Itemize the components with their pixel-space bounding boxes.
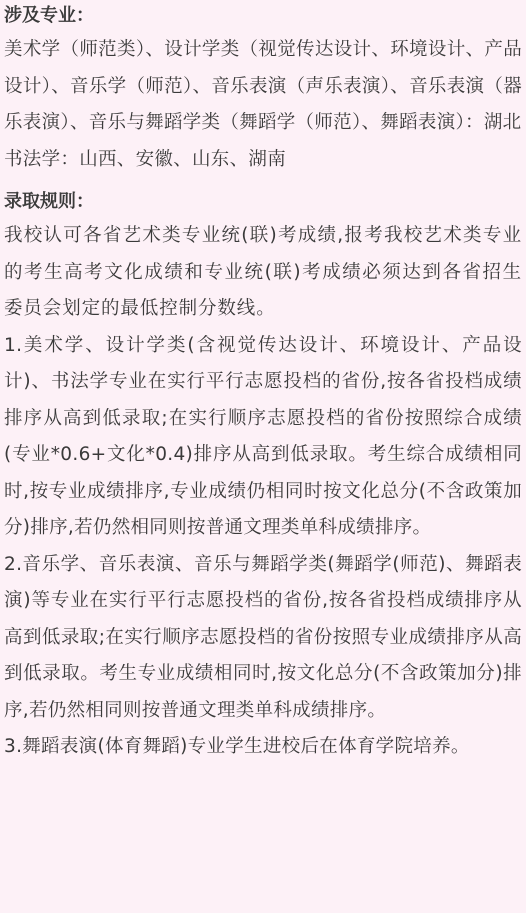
rule-item-2: 2.音乐学、音乐表演、音乐与舞蹈学类(舞蹈学(师范)、舞蹈表演)等专业在实行平行志愿投档的省份,按各省投档成绩排序从高到低录取;在实行顺序志愿投档的省份按照专业成绩排序从高到低录取。考生专业成绩相同时,按文化总分(不含政策加分)排序,若仍然相同则按普通文理类单科成绩排序。 [4, 553, 522, 721]
rule-item-3: 3.舞蹈表演(体育舞蹈)专业学生进校后在体育学院培养。 [4, 736, 470, 757]
majors-list-hubei: 美术学（师范类）、设计学类（视觉传达设计、环境设计、产品设计）、音乐学（师范）、音乐表演（声乐表演）、音乐表演（器乐表演）、音乐与舞蹈学类（舞蹈学（师范）、舞蹈表演）：湖北 [4, 39, 522, 133]
rules-intro: 我校认可各省艺术类专业统(联)考成绩,报考我校艺术类专业的考生高考文化成绩和专业统(联)考成绩必须达到各省招生委员会划定的最低控制分数线。 [4, 225, 522, 319]
rule-item-1: 1.美术学、设计学类(含视觉传达设计、环境设计、产品设计)、书法学专业在实行平行志愿投档的省份,按各省投档成绩排序从高到低录取;在实行顺序志愿投档的省份按照综合成绩(专业*0.6+文化*0.4)排序从高到低录取。考生综合成绩相同时,按专业成绩排序,专业成绩仍相同时按文化总分(不含政策加分)排序,若仍然相同则按普通文理类单科成绩排序。 [4, 334, 522, 538]
majors-list-calligraphy: 书法学：山西、安徽、山东、湖南 [4, 148, 287, 170]
rules-heading: 录取规则： [4, 191, 94, 212]
majors-heading: 涉及专业： [4, 5, 94, 26]
